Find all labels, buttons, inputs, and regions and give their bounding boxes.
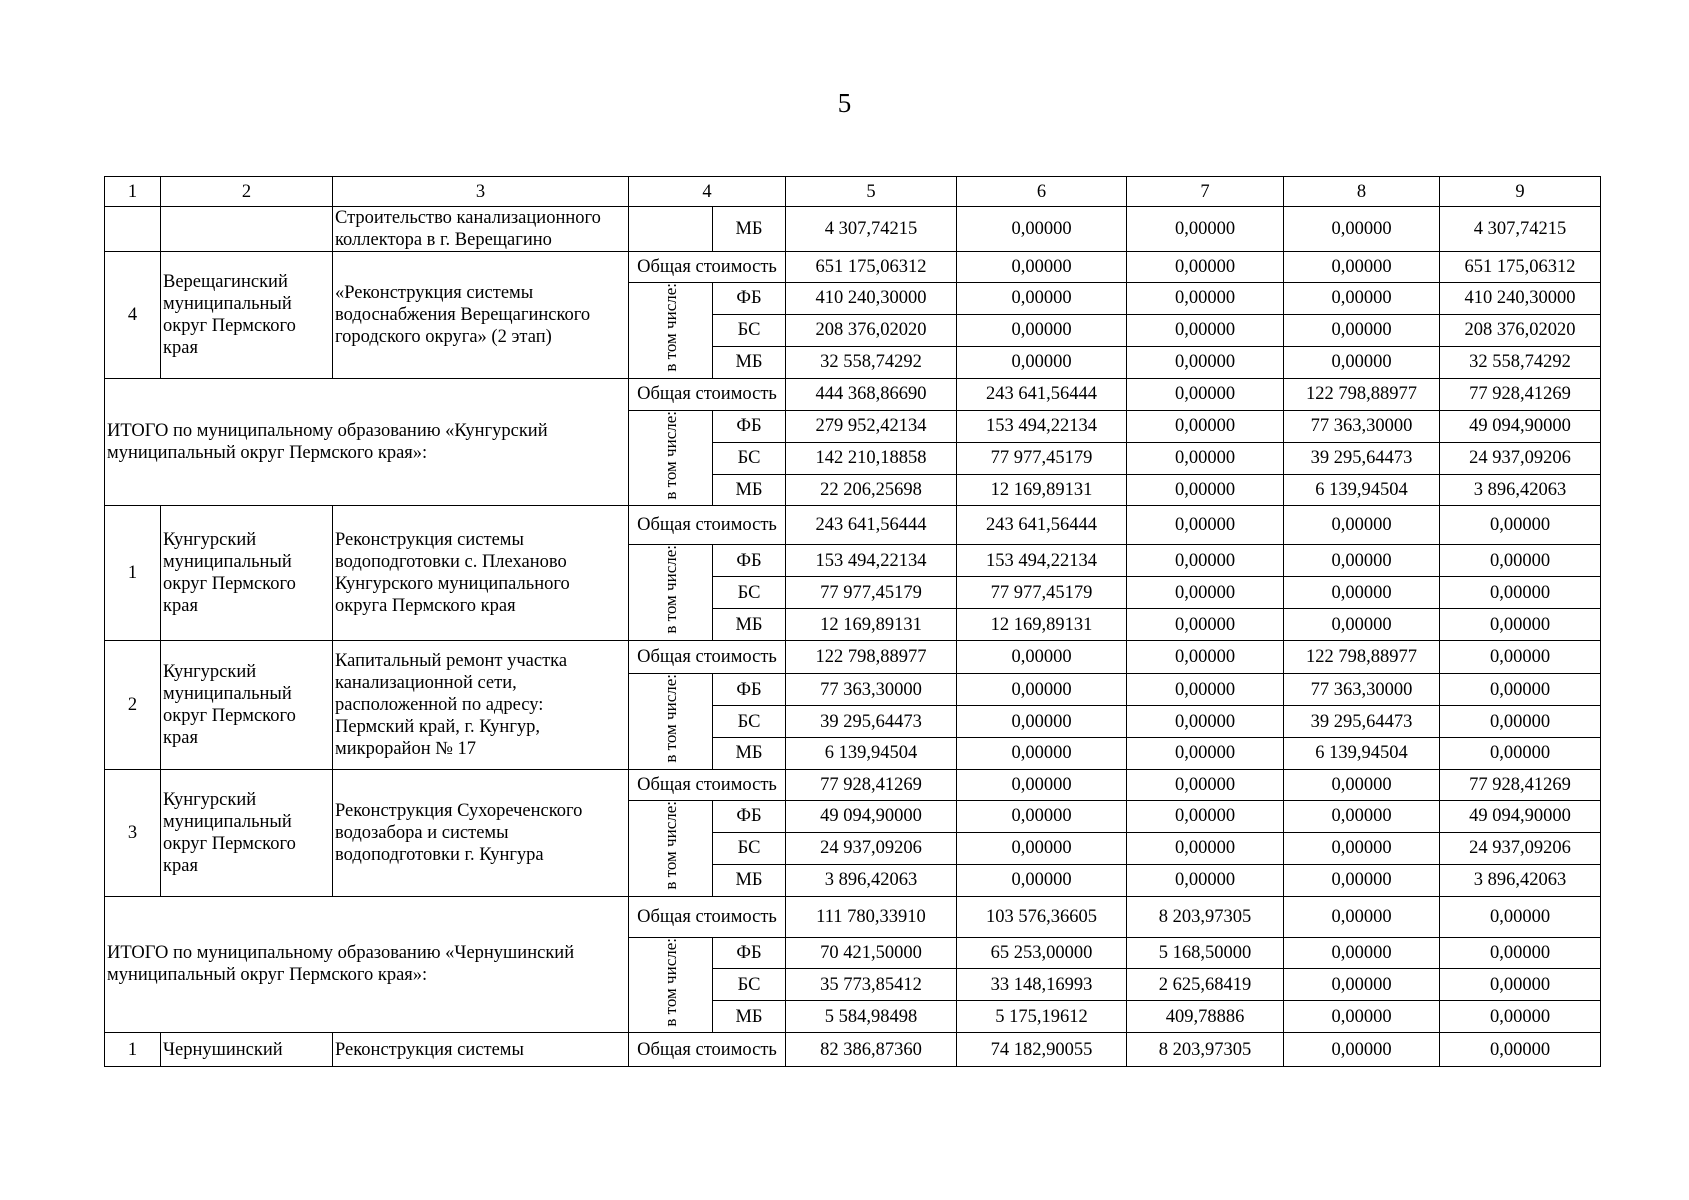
value-cell: 3 896,42063 xyxy=(786,864,957,896)
total-cost-label: Общая стоимость xyxy=(629,506,786,545)
value-cell: 77 977,45179 xyxy=(957,443,1127,475)
value-cell: 0,00000 xyxy=(1440,737,1601,769)
v-tom-chisle-cell xyxy=(629,545,713,641)
fund-label-mb: МБ xyxy=(713,737,786,769)
value-cell: 279 952,42134 xyxy=(786,410,957,443)
value-cell: 6 139,94504 xyxy=(1284,474,1440,506)
value-cell: 8 203,97305 xyxy=(1127,1033,1284,1067)
value-cell: 651 175,06312 xyxy=(786,252,957,283)
fund-label-mb: МБ xyxy=(713,207,786,252)
value-cell: 70 421,50000 xyxy=(786,937,957,969)
value-cell: 0,00000 xyxy=(1284,800,1440,832)
value-cell: 0,00000 xyxy=(1127,706,1284,738)
value-cell: 153 494,22134 xyxy=(957,410,1127,443)
num-cell: 3 xyxy=(105,769,161,896)
fund-label-bs: БС xyxy=(713,576,786,609)
page-number: 5 xyxy=(837,88,852,118)
value-cell: 39 295,64473 xyxy=(786,706,957,738)
value-cell: 0,00000 xyxy=(1284,314,1440,346)
value-cell: 0,00000 xyxy=(1127,864,1284,896)
value-cell: 77 363,30000 xyxy=(1284,410,1440,443)
value-cell: 77 928,41269 xyxy=(786,769,957,800)
value-cell: 39 295,64473 xyxy=(1284,706,1440,738)
value-cell: 0,00000 xyxy=(1127,609,1284,641)
value-cell: 243 641,56444 xyxy=(786,506,957,545)
value-cell: 0,00000 xyxy=(1284,1001,1440,1033)
value-cell: 49 094,90000 xyxy=(786,800,957,832)
fund-label-bs: БС xyxy=(713,443,786,475)
v-tom-chisle-cell xyxy=(629,410,713,506)
v-tom-chisle-label: в том числе: xyxy=(661,283,680,372)
value-cell: 0,00000 xyxy=(1127,673,1284,706)
table-row xyxy=(105,378,1601,410)
value-cell: 0,00000 xyxy=(1284,864,1440,896)
value-cell: 0,00000 xyxy=(1440,896,1601,937)
value-cell: 0,00000 xyxy=(1127,410,1284,443)
value-cell: 65 253,00000 xyxy=(957,937,1127,969)
value-cell: 32 558,74292 xyxy=(1440,346,1601,378)
value-cell: 0,00000 xyxy=(1284,896,1440,937)
value-cell: 0,00000 xyxy=(1440,706,1601,738)
value-cell: 3 896,42063 xyxy=(1440,474,1601,506)
value-cell: 77 928,41269 xyxy=(1440,378,1601,410)
v-tom-chisle-label: в том числе: xyxy=(661,410,680,500)
value-cell: 0,00000 xyxy=(1440,673,1601,706)
value-cell: 2 625,68419 xyxy=(1127,969,1284,1001)
value-cell: 153 494,22134 xyxy=(786,545,957,577)
table-row xyxy=(105,207,1601,252)
total-cost-label: Общая стоимость xyxy=(629,378,786,410)
value-cell: 0,00000 xyxy=(1127,474,1284,506)
num-cell xyxy=(105,207,161,252)
value-cell: 0,00000 xyxy=(1127,346,1284,378)
v-tom-chisle-cell xyxy=(629,673,713,769)
object-cell: Реконструкция Сухореченского водозабора и системы водоподготовки г. Кунгура xyxy=(333,769,629,896)
object-cell: Капитальный ремонт участка канализационной сети, расположенной по адресу: Пермский край, г. Кунгур, микрорайон № 17 xyxy=(333,640,629,769)
value-cell: 0,00000 xyxy=(1440,1001,1601,1033)
value-cell: 0,00000 xyxy=(1127,832,1284,864)
value-cell: 0,00000 xyxy=(1284,832,1440,864)
value-cell: 0,00000 xyxy=(1127,443,1284,475)
v-tom-chisle-label: в том числе: xyxy=(661,937,680,1027)
value-cell: 444 368,86690 xyxy=(786,378,957,410)
value-cell: 39 295,64473 xyxy=(1284,443,1440,475)
header-cell: 5 xyxy=(786,177,957,207)
municipality-cell: Чернушинский xyxy=(161,1033,333,1067)
object-cell: Реконструкция системы водоподготовки с. Плеханово Кунгурского муниципального округа Пермского края xyxy=(333,506,629,641)
total-cost-label: Общая стоимость xyxy=(629,1033,786,1067)
fund-label-fb: ФБ xyxy=(713,673,786,706)
total-cost-label: Общая стоимость xyxy=(629,640,786,673)
value-cell: 12 169,89131 xyxy=(957,474,1127,506)
num-cell: 2 xyxy=(105,640,161,769)
header-cell: 3 xyxy=(333,177,629,207)
value-cell: 0,00000 xyxy=(1284,576,1440,609)
value-cell: 8 203,97305 xyxy=(1127,896,1284,937)
value-cell: 5 175,19612 xyxy=(957,1001,1127,1033)
value-cell: 12 169,89131 xyxy=(957,609,1127,641)
value-cell: 0,00000 xyxy=(1127,283,1284,315)
value-cell: 0,00000 xyxy=(957,673,1127,706)
value-cell: 0,00000 xyxy=(1284,207,1440,252)
fund-label-mb: МБ xyxy=(713,346,786,378)
value-cell: 122 798,88977 xyxy=(1284,378,1440,410)
itogo-title: ИТОГО по муниципальному образованию «Чернушинский муниципальный округ Пермского края»: xyxy=(105,896,629,1033)
value-cell: 243 641,56444 xyxy=(957,506,1127,545)
table-row xyxy=(105,896,1601,937)
value-cell: 77 363,30000 xyxy=(786,673,957,706)
value-cell: 410 240,30000 xyxy=(1440,283,1601,315)
value-cell: 0,00000 xyxy=(957,252,1127,283)
value-cell: 6 139,94504 xyxy=(1284,737,1440,769)
value-cell: 0,00000 xyxy=(1440,640,1601,673)
total-cost-label: Общая стоимость xyxy=(629,769,786,800)
value-cell: 74 182,90055 xyxy=(957,1033,1127,1067)
v-tom-chisle-cell xyxy=(629,800,713,896)
header-cell: 1 xyxy=(105,177,161,207)
value-cell: 77 977,45179 xyxy=(786,576,957,609)
num-cell: 1 xyxy=(105,506,161,641)
value-cell: 0,00000 xyxy=(957,283,1127,315)
v-tom-chisle-label: в том числе: xyxy=(661,800,680,890)
value-cell: 0,00000 xyxy=(1127,640,1284,673)
value-cell: 0,00000 xyxy=(1127,545,1284,577)
fund-label-fb: ФБ xyxy=(713,283,786,315)
value-cell: 0,00000 xyxy=(957,314,1127,346)
value-cell: 0,00000 xyxy=(957,207,1127,252)
value-cell: 0,00000 xyxy=(1440,937,1601,969)
value-cell: 0,00000 xyxy=(1440,969,1601,1001)
value-cell: 0,00000 xyxy=(1284,252,1440,283)
value-cell: 122 798,88977 xyxy=(1284,640,1440,673)
value-cell: 0,00000 xyxy=(1127,314,1284,346)
value-cell: 0,00000 xyxy=(1284,346,1440,378)
value-cell: 0,00000 xyxy=(1440,576,1601,609)
value-cell: 35 773,85412 xyxy=(786,969,957,1001)
value-cell: 0,00000 xyxy=(957,800,1127,832)
v-tom-chisle-label: в том числе: xyxy=(661,673,680,763)
value-cell: 0,00000 xyxy=(1284,506,1440,545)
value-cell: 0,00000 xyxy=(957,706,1127,738)
value-cell: 6 139,94504 xyxy=(786,737,957,769)
itogo-title: ИТОГО по муниципальному образованию «Кунгурский муниципальный округ Пермского края»: xyxy=(105,378,629,506)
header-cell: 7 xyxy=(1127,177,1284,207)
value-cell: 0,00000 xyxy=(1284,937,1440,969)
table-body xyxy=(105,177,1601,1067)
value-cell: 651 175,06312 xyxy=(1440,252,1601,283)
fund-label-bs: БС xyxy=(713,969,786,1001)
value-cell: 0,00000 xyxy=(1284,545,1440,577)
table-row xyxy=(105,640,1601,673)
value-cell: 0,00000 xyxy=(1284,769,1440,800)
value-cell: 103 576,36605 xyxy=(957,896,1127,937)
value-cell: 208 376,02020 xyxy=(1440,314,1601,346)
fund-label-mb: МБ xyxy=(713,864,786,896)
value-cell: 0,00000 xyxy=(957,864,1127,896)
object-cell: Реконструкция системы xyxy=(333,1033,629,1067)
value-cell: 24 937,09206 xyxy=(786,832,957,864)
value-cell: 0,00000 xyxy=(1127,800,1284,832)
header-cell: 8 xyxy=(1284,177,1440,207)
value-cell: 77 977,45179 xyxy=(957,576,1127,609)
value-cell: 22 206,25698 xyxy=(786,474,957,506)
fund-label-fb: ФБ xyxy=(713,800,786,832)
num-cell: 4 xyxy=(105,252,161,379)
fund-label-bs: БС xyxy=(713,832,786,864)
value-cell: 0,00000 xyxy=(1127,769,1284,800)
municipality-cell: Кунгурский муниципальный округ Пермского края xyxy=(161,769,333,896)
municipality-cell xyxy=(161,207,333,252)
num-cell: 1 xyxy=(105,1033,161,1067)
table-row xyxy=(105,1033,1601,1067)
header-cell: 2 xyxy=(161,177,333,207)
value-cell: 0,00000 xyxy=(1127,252,1284,283)
value-cell: 0,00000 xyxy=(1440,1033,1601,1067)
value-cell: 3 896,42063 xyxy=(1440,864,1601,896)
value-cell: 0,00000 xyxy=(1127,506,1284,545)
value-cell: 0,00000 xyxy=(1284,609,1440,641)
value-cell: 243 641,56444 xyxy=(957,378,1127,410)
value-cell: 82 386,87360 xyxy=(786,1033,957,1067)
value-cell: 4 307,74215 xyxy=(1440,207,1601,252)
value-cell: 0,00000 xyxy=(1127,737,1284,769)
fund-label-fb: ФБ xyxy=(713,410,786,443)
value-cell: 0,00000 xyxy=(957,769,1127,800)
header-cell: 4 xyxy=(629,177,786,207)
fund-label-mb: МБ xyxy=(713,474,786,506)
fund-label-bs: БС xyxy=(713,314,786,346)
value-cell: 153 494,22134 xyxy=(957,545,1127,577)
header-cell: 6 xyxy=(957,177,1127,207)
object-cell: «Реконструкция системы водоснабжения Верещагинского городского округа» (2 этап) xyxy=(333,252,629,379)
v-tom-chisle-cell xyxy=(629,283,713,379)
municipality-cell: Кунгурский муниципальный округ Пермского края xyxy=(161,640,333,769)
value-cell: 4 307,74215 xyxy=(786,207,957,252)
table-row xyxy=(105,506,1601,545)
fund-label-bs: БС xyxy=(713,706,786,738)
value-cell: 49 094,90000 xyxy=(1440,410,1601,443)
value-cell: 0,00000 xyxy=(1440,545,1601,577)
value-cell: 0,00000 xyxy=(1284,1033,1440,1067)
value-cell: 0,00000 xyxy=(1284,283,1440,315)
value-cell: 0,00000 xyxy=(957,737,1127,769)
value-cell: 0,00000 xyxy=(957,832,1127,864)
value-cell: 0,00000 xyxy=(1284,969,1440,1001)
financing-table xyxy=(104,176,1601,1067)
value-cell: 0,00000 xyxy=(1440,506,1601,545)
value-cell: 0,00000 xyxy=(1440,609,1601,641)
value-cell: 24 937,09206 xyxy=(1440,443,1601,475)
value-cell: 0,00000 xyxy=(957,346,1127,378)
object-cell: Строительство канализационного коллектора в г. Верещагино xyxy=(333,207,629,252)
value-cell: 111 780,33910 xyxy=(786,896,957,937)
municipality-cell: Верещагинский муниципальный округ Пермского края xyxy=(161,252,333,379)
v-tom-chisle-cell xyxy=(629,937,713,1033)
value-cell: 24 937,09206 xyxy=(1440,832,1601,864)
fund-label-fb: ФБ xyxy=(713,937,786,969)
value-cell: 5 168,50000 xyxy=(1127,937,1284,969)
value-cell: 208 376,02020 xyxy=(786,314,957,346)
total-cost-label: Общая стоимость xyxy=(629,252,786,283)
table-row xyxy=(105,252,1601,283)
value-cell: 0,00000 xyxy=(957,640,1127,673)
value-cell: 142 210,18858 xyxy=(786,443,957,475)
value-cell: 12 169,89131 xyxy=(786,609,957,641)
municipality-cell: Кунгурский муниципальный округ Пермского края xyxy=(161,506,333,641)
value-cell: 77 928,41269 xyxy=(1440,769,1601,800)
value-cell: 77 363,30000 xyxy=(1284,673,1440,706)
fund-label-mb: МБ xyxy=(713,609,786,641)
blank-cell xyxy=(629,207,713,252)
fund-label-mb: МБ xyxy=(713,1001,786,1033)
value-cell: 0,00000 xyxy=(1127,576,1284,609)
value-cell: 5 584,98498 xyxy=(786,1001,957,1033)
value-cell: 409,78886 xyxy=(1127,1001,1284,1033)
value-cell: 122 798,88977 xyxy=(786,640,957,673)
header-cell: 9 xyxy=(1440,177,1601,207)
fund-label-fb: ФБ xyxy=(713,545,786,577)
value-cell: 33 148,16993 xyxy=(957,969,1127,1001)
v-tom-chisle-label: в том числе: xyxy=(661,545,680,634)
value-cell: 0,00000 xyxy=(1127,378,1284,410)
value-cell: 0,00000 xyxy=(1127,207,1284,252)
value-cell: 32 558,74292 xyxy=(786,346,957,378)
header-row xyxy=(105,177,1601,207)
total-cost-label: Общая стоимость xyxy=(629,896,786,937)
value-cell: 410 240,30000 xyxy=(786,283,957,315)
value-cell: 49 094,90000 xyxy=(1440,800,1601,832)
table-row xyxy=(105,769,1601,800)
